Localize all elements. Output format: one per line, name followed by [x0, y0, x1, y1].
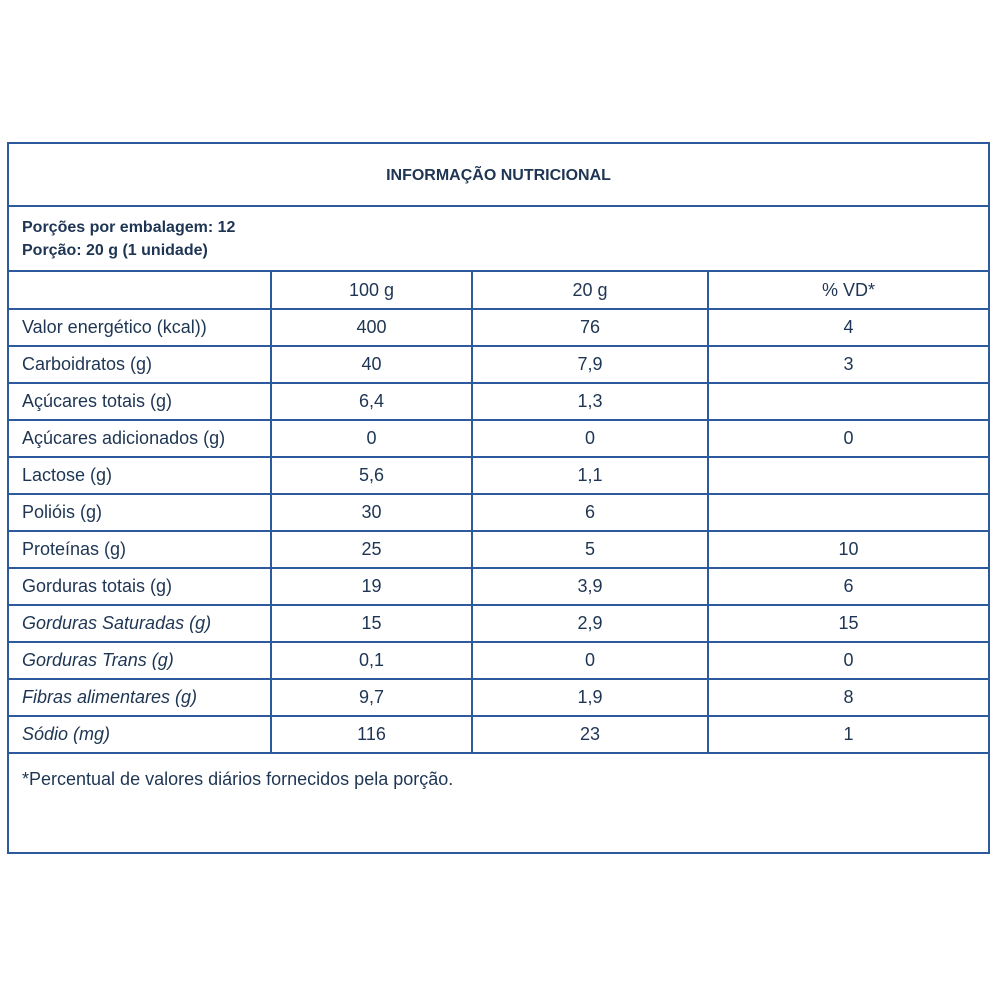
- header-row: [9, 272, 988, 309]
- value-per-100g: 6,4: [271, 383, 472, 420]
- value-daily-percent: 4: [708, 309, 988, 346]
- nutrient-name: Valor energético (kcal)): [9, 309, 271, 346]
- header-per-portion: 20 g: [472, 272, 708, 309]
- nutrient-name: Carboidratos (g): [9, 346, 271, 383]
- table-row: [9, 383, 988, 420]
- value-per-portion: 23: [472, 716, 708, 753]
- value-per-portion: 3,9: [472, 568, 708, 605]
- value-per-100g: 15: [271, 605, 472, 642]
- value-per-portion: 5: [472, 531, 708, 568]
- nutrient-name: Lactose (g): [9, 457, 271, 494]
- nutrient-name: Sódio (mg): [9, 716, 271, 753]
- value-per-100g: 9,7: [271, 679, 472, 716]
- table-row: [9, 679, 988, 716]
- value-per-100g: 116: [271, 716, 472, 753]
- header-per-100g: 100 g: [271, 272, 472, 309]
- value-per-100g: 0: [271, 420, 472, 457]
- portion-info: [9, 207, 988, 272]
- value-daily-percent: 3: [708, 346, 988, 383]
- table-row: [9, 568, 988, 605]
- nutrient-name: Polióis (g): [9, 494, 271, 531]
- footnote: *Percentual de valores diários fornecidos pela porção.: [22, 769, 454, 789]
- header-nutrient: [9, 272, 271, 309]
- value-daily-percent: 0: [708, 420, 988, 457]
- value-per-portion: 0: [472, 420, 708, 457]
- value-daily-percent: 15: [708, 605, 988, 642]
- value-per-100g: 25: [271, 531, 472, 568]
- value-per-portion: 6: [472, 494, 708, 531]
- value-daily-percent: 6: [708, 568, 988, 605]
- value-daily-percent: 0: [708, 642, 988, 679]
- portions-per-package: Porções por embalagem: 12: [22, 219, 236, 236]
- nutrient-name: Gorduras Trans (g): [9, 642, 271, 679]
- table-row: [9, 531, 988, 568]
- nutrient-name: Proteínas (g): [9, 531, 271, 568]
- value-daily-percent: [708, 494, 988, 531]
- value-daily-percent: 1: [708, 716, 988, 753]
- value-per-portion: 76: [472, 309, 708, 346]
- portion-size: Porção: 20 g (1 unidade): [22, 242, 208, 259]
- table-row: [9, 642, 988, 679]
- table-row: [9, 716, 988, 753]
- value-per-portion: 1,3: [472, 383, 708, 420]
- table-row: [9, 309, 988, 346]
- value-per-100g: 0,1: [271, 642, 472, 679]
- table-row: [9, 457, 988, 494]
- nutrient-name: Fibras alimentares (g): [9, 679, 271, 716]
- table-title: INFORMAÇÃO NUTRICIONAL: [9, 144, 988, 207]
- nutrition-table: [9, 272, 988, 754]
- value-per-100g: 40: [271, 346, 472, 383]
- value-daily-percent: [708, 457, 988, 494]
- value-per-portion: 1,9: [472, 679, 708, 716]
- value-daily-percent: 8: [708, 679, 988, 716]
- nutrient-name: Gorduras totais (g): [9, 568, 271, 605]
- header-daily-value: % VD*: [708, 272, 988, 309]
- value-per-portion: 0: [472, 642, 708, 679]
- nutrient-name: Açúcares adicionados (g): [9, 420, 271, 457]
- value-per-100g: 30: [271, 494, 472, 531]
- table-row: [9, 420, 988, 457]
- value-per-100g: 5,6: [271, 457, 472, 494]
- table-row: [9, 346, 988, 383]
- nutrient-name: Gorduras Saturadas (g): [9, 605, 271, 642]
- value-per-100g: 400: [271, 309, 472, 346]
- value-daily-percent: [708, 383, 988, 420]
- value-daily-percent: 10: [708, 531, 988, 568]
- table-row: [9, 494, 988, 531]
- value-per-100g: 19: [271, 568, 472, 605]
- value-per-portion: 2,9: [472, 605, 708, 642]
- nutrition-facts-panel: [7, 142, 990, 854]
- nutrient-name: Açúcares totais (g): [9, 383, 271, 420]
- value-per-portion: 1,1: [472, 457, 708, 494]
- value-per-portion: 7,9: [472, 346, 708, 383]
- table-row: [9, 605, 988, 642]
